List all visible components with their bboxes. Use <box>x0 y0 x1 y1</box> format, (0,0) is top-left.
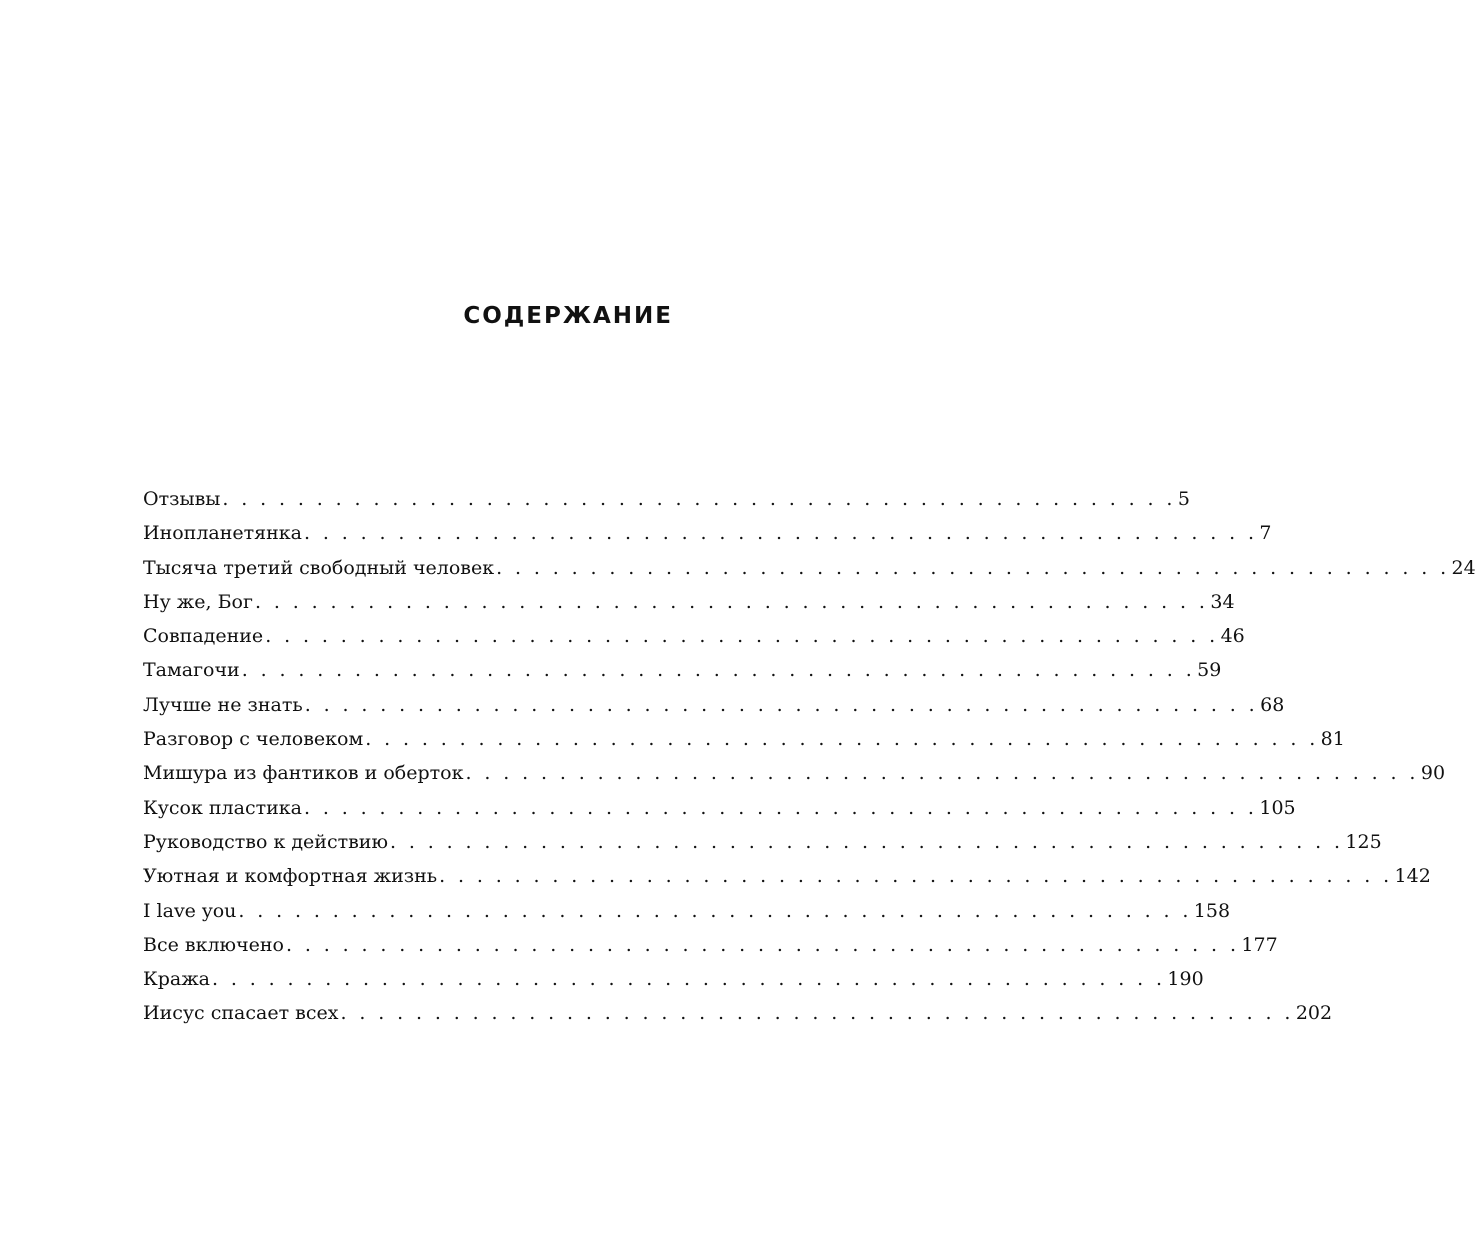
toc-leader: . . . . . . . . . . . . . . . . . . . . . . . . . . . . . . . . . . . . . . . . . . . . . . . . . . . <box>365 728 1319 751</box>
toc-page-number: 81 <box>1320 728 1345 751</box>
toc-title: Кусок пластика <box>143 796 302 819</box>
toc-row[interactable] <box>143 653 1222 687</box>
toc-row[interactable] <box>143 962 1204 996</box>
toc-page-number: 105 <box>1259 796 1296 819</box>
toc-leader: . . . . . . . . . . . . . . . . . . . . . . . . . . . . . . . . . . . . . . . . . . . . . . . . . . . <box>304 693 1259 716</box>
toc-title: Лучше не знать <box>143 693 303 716</box>
toc-page-number: 68 <box>1260 693 1285 716</box>
toc-page-number: 59 <box>1197 659 1222 682</box>
toc-title: Ну же, Бог <box>143 590 253 613</box>
toc-page-number: 125 <box>1345 830 1382 853</box>
toc-row[interactable] <box>143 928 1278 962</box>
toc-row[interactable] <box>143 482 1190 516</box>
toc-leader: . . . . . . . . . . . . . . . . . . . . . . . . . . . . . . . . . . . . . . . . . . . . . . . . . . . <box>303 796 1258 819</box>
toc-title: Совпадение <box>143 625 264 648</box>
toc-row[interactable] <box>143 894 1231 928</box>
toc-row[interactable] <box>143 996 1333 1030</box>
toc-title: I lave you <box>143 899 237 922</box>
toc-leader: . . . . . . . . . . . . . . . . . . . . . . . . . . . . . . . . . . . . . . . . . . . . . . . . . . . <box>285 933 1240 956</box>
toc-row[interactable] <box>143 791 1296 825</box>
toc-row[interactable] <box>143 516 1272 550</box>
toc-page-number: 5 <box>1177 488 1190 510</box>
toc-leader: . . . . . . . . . . . . . . . . . . . . . . . . . . . . . . . . . . . . . . . . . . . . . . . . . . . <box>212 968 1166 991</box>
toc-leader: . . . . . . . . . . . . . . . . . . . . . . . . . . . . . . . . . . . . . . . . . . . . . . . . . . . <box>265 625 1219 648</box>
toc-title: Иисус спасает всех <box>143 1002 339 1025</box>
toc-title: Тамагочи <box>143 659 240 682</box>
table-of-contents <box>143 482 1476 1031</box>
toc-leader: . . . . . . . . . . . . . . . . . . . . . . . . . . . . . . . . . . . . . . . . . . . . . . . . . . . <box>241 659 1196 682</box>
toc-title: Разговор с человеком <box>143 728 364 751</box>
toc-title: Тысяча третий свободный человек <box>143 556 495 579</box>
toc-title: Отзывы <box>143 488 221 510</box>
page-title: СОДЕРЖАНИЕ <box>463 303 673 329</box>
toc-page-number: 46 <box>1220 625 1245 648</box>
toc-title: Мишура из фантиков и оберток <box>143 762 464 785</box>
toc-leader: . . . . . . . . . . . . . . . . . . . . . . . . . . . . . . . . . . . . . . . . . . . . . . . . . . . <box>439 865 1393 888</box>
toc-leader: . . . . . . . . . . . . . . . . . . . . . . . . . . . . . . . . . . . . . . . . . . . . . . . . . . . <box>340 1002 1294 1025</box>
toc-row[interactable] <box>143 688 1285 722</box>
toc-leader: . . . . . . . . . . . . . . . . . . . . . . . . . . . . . . . . . . . . . . . . . . . . . . . . . . . <box>465 762 1419 785</box>
toc-row[interactable] <box>143 619 1245 653</box>
toc-page-number: 190 <box>1167 968 1204 991</box>
toc-row[interactable] <box>143 859 1431 893</box>
toc-page-number: 7 <box>1259 522 1272 545</box>
toc-leader: . . . . . . . . . . . . . . . . . . . . . . . . . . . . . . . . . . . . . . . . . . . . . . . . . . . <box>254 590 1209 613</box>
toc-leader: . . . . . . . . . . . . . . . . . . . . . . . . . . . . . . . . . . . . . . . . . . . . . . . . . . . <box>304 522 1258 545</box>
toc-page-number: 90 <box>1420 762 1446 785</box>
toc-page-number: 158 <box>1193 899 1231 922</box>
toc-row[interactable] <box>143 722 1345 756</box>
toc-row[interactable] <box>143 551 1476 585</box>
toc-page-number: 34 <box>1210 590 1235 613</box>
toc-page-number: 142 <box>1394 865 1431 888</box>
toc-row[interactable] <box>143 756 1446 790</box>
toc-page-number: 24 <box>1451 556 1476 579</box>
toc-page-number: 177 <box>1241 933 1278 956</box>
toc-title: Руководство к действию <box>143 830 389 853</box>
toc-leader: . . . . . . . . . . . . . . . . . . . . . . . . . . . . . . . . . . . . . . . . . . . . . . . . . . . <box>496 556 1450 579</box>
toc-title: Уютная и комфортная жизнь <box>143 865 438 888</box>
toc-leader: . . . . . . . . . . . . . . . . . . . . . . . . . . . . . . . . . . . . . . . . . . . . . . . . . . . <box>390 830 1344 853</box>
toc-title: Кража <box>143 968 211 991</box>
toc-title: Инопланетянка <box>143 522 303 545</box>
toc-page-number: 202 <box>1295 1002 1333 1025</box>
toc-row[interactable] <box>143 825 1382 859</box>
toc-title: Все включено <box>143 933 284 956</box>
toc-leader: . . . . . . . . . . . . . . . . . . . . . . . . . . . . . . . . . . . . . . . . . . . . . . . . . . . <box>222 488 1176 510</box>
toc-row[interactable] <box>143 585 1235 619</box>
toc-leader: . . . . . . . . . . . . . . . . . . . . . . . . . . . . . . . . . . . . . . . . . . . . . . . . . . . <box>238 899 1192 922</box>
